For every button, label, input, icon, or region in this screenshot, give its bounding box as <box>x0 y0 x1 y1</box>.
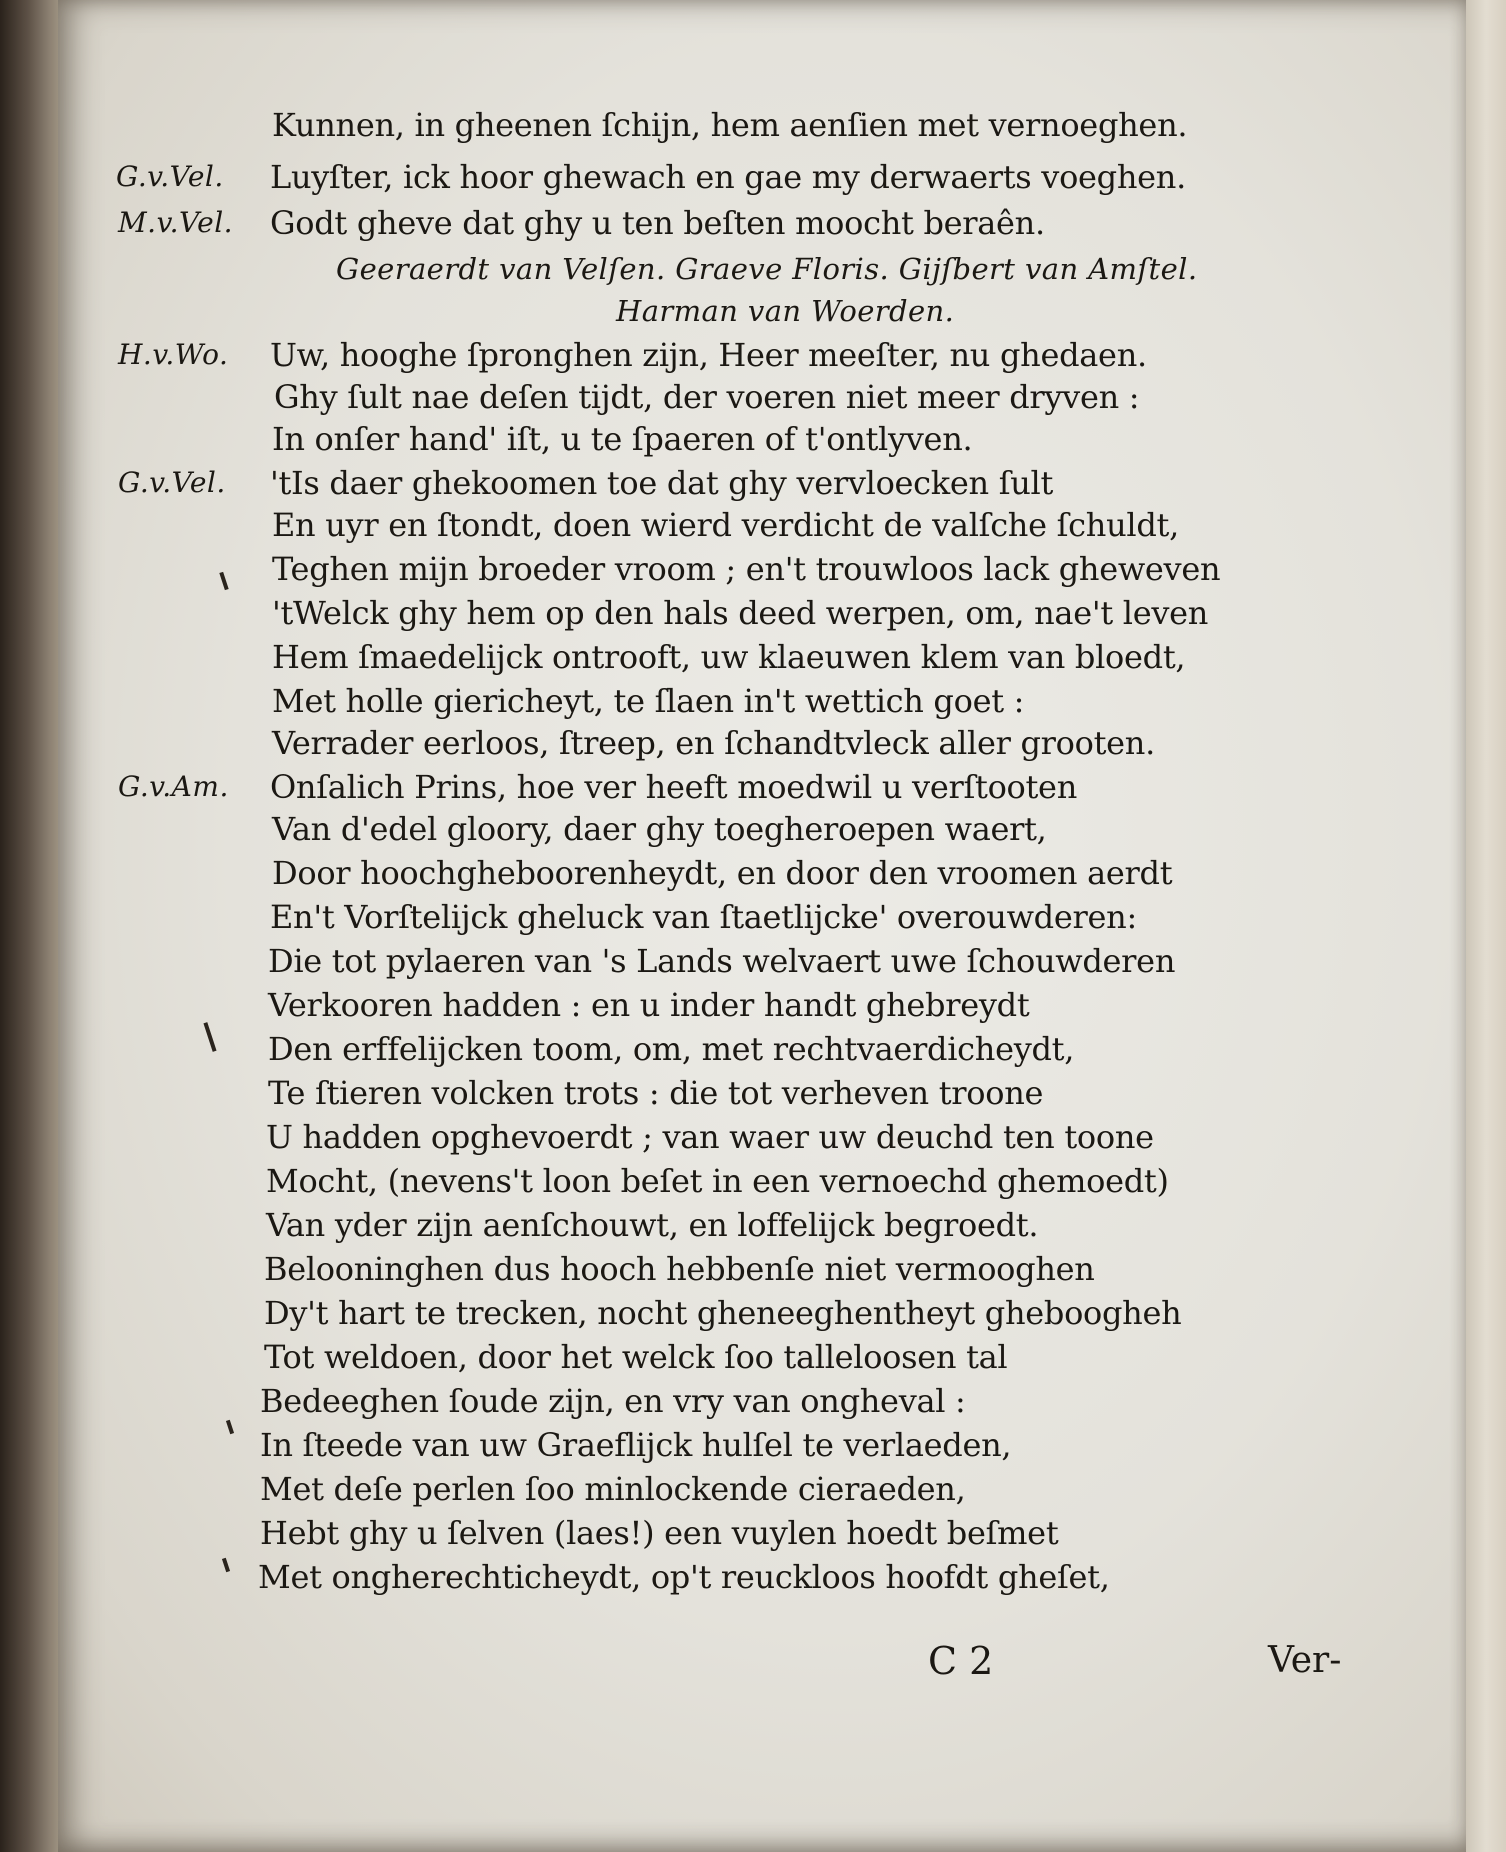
verse-text: U hadden opghevoerdt ; van waer uw deuchd ten toone <box>266 1118 1154 1156</box>
verse-line <box>58 1380 1470 1422</box>
verse-line <box>58 1160 1470 1202</box>
verse-text: Verrader eerloos, ſtreep, en ſchandtvleck aller grooten. <box>272 724 1155 762</box>
verse-line <box>58 722 1470 764</box>
verse-line <box>58 1248 1470 1290</box>
verse-text: Van yder zijn aenſchouwt, en loffelijck begroedt. <box>266 1206 1039 1244</box>
verse-text: En't Vorſtelijck gheluck van ſtaetlijcke' overouwderen: <box>270 898 1137 936</box>
verse-line <box>58 984 1470 1026</box>
verse-text: Onſalich Prins, hoe ver heeft moedwil u verſtooten <box>270 768 1078 806</box>
stage-direction <box>58 248 1470 290</box>
verse-line <box>58 636 1470 678</box>
verse-line <box>58 1072 1470 1114</box>
verse-line <box>58 1336 1470 1378</box>
verse-text: Teghen mijn broeder vroom ; en't trouwloos lack gheweven <box>272 550 1221 588</box>
verse-line <box>58 376 1470 418</box>
verse-line <box>58 1292 1470 1334</box>
verse-text: Kunnen, in gheenen ſchijn, hem aenſien met vernoeghen. <box>272 106 1188 144</box>
catchword: Ver- <box>1268 1640 1342 1681</box>
verse-text: Hem ſmaedelijck ontrooft, uw klaeuwen klem van bloedt, <box>272 638 1186 676</box>
verse-line <box>58 1028 1470 1070</box>
verse-text: Bedeeghen ſoude zijn, en vry van ongheval : <box>260 1382 966 1420</box>
verse-line <box>58 1204 1470 1246</box>
verse-line <box>58 418 1470 460</box>
verse-line <box>58 1556 1470 1598</box>
speaker-label: G.v.Vel. <box>118 466 226 499</box>
verse-text: Te ſtieren volcken trots : die tot verheven troone <box>268 1074 1044 1112</box>
book-gutter <box>0 0 62 1852</box>
book-page <box>58 0 1470 1852</box>
verse-line <box>58 1512 1470 1554</box>
speaker-label: G.v.Vel. <box>116 160 224 193</box>
page-text <box>58 0 1470 1852</box>
verse-line <box>58 896 1470 938</box>
verse-text: Hebt ghy u ſelven (laes!) een vuylen hoedt beſmet <box>260 1514 1059 1552</box>
signature-mark: C 2 <box>928 1639 994 1683</box>
verse-line <box>58 808 1470 850</box>
verse-line <box>58 104 1470 146</box>
verse-text: Die tot pylaeren van 's Lands welvaert uwe ſchouwderen <box>268 942 1176 980</box>
verse-text: In onſer hand' iſt, u te ſpaeren of t'ontlyven. <box>272 420 973 458</box>
verse-line <box>58 334 1470 376</box>
verse-text: Van d'edel gloory, daer ghy toegheroepen waert, <box>272 810 1047 848</box>
verse-text: Mocht, (nevens't loon beſet in een vernoechd ghemoedt) <box>266 1162 1169 1200</box>
verse-line <box>58 1116 1470 1158</box>
verse-text: Uw, hooghe ſpronghen zijn, Heer meeſter, nu ghedaen. <box>270 336 1147 374</box>
verse-text: En uyr en ſtondt, doen wierd verdicht de valſche ſchuldt, <box>272 506 1179 544</box>
verse-text: Tot weldoen, door het welck ſoo talleloosen tal <box>264 1338 1008 1376</box>
verse-text: Dy't hart te trecken, nocht gheneeghentheyt gheboogheh <box>264 1294 1182 1332</box>
verse-text: 'tWelck ghy hem op den hals deed werpen, om, nae't leven <box>272 594 1209 632</box>
verse-line <box>58 940 1470 982</box>
verse-text: Verkooren hadden : en u inder handt ghebreydt <box>268 986 1030 1024</box>
speaker-label: H.v.Wo. <box>118 338 229 371</box>
verse-line <box>58 156 1470 198</box>
stage-direction-text: Harman van Woerden. <box>616 294 955 328</box>
verse-line <box>58 504 1470 546</box>
verse-text: Luyſter, ick hoor ghewach en gae my derwaerts voeghen. <box>270 158 1186 196</box>
verse-text: Met holle giericheyt, te ſlaen in't wettich goet : <box>272 682 1025 720</box>
verse-text: Met ongherechticheydt, op't reuckloos hoofdt gheſet, <box>258 1558 1110 1596</box>
verse-line <box>58 1468 1470 1510</box>
page-edge <box>1466 0 1506 1852</box>
verse-line <box>58 592 1470 634</box>
verse-line <box>58 202 1470 244</box>
stage-direction <box>58 290 1470 332</box>
verse-text: Belooninghen dus hooch hebbenſe niet vermooghen <box>264 1250 1095 1288</box>
speaker-label: M.v.Vel. <box>118 206 234 239</box>
verse-line <box>58 680 1470 722</box>
speaker-label: G.v.Am. <box>118 770 229 803</box>
verse-line <box>58 766 1470 808</box>
verse-text: Ghy ſult nae deſen tijdt, der voeren niet meer dryven : <box>274 378 1140 416</box>
verse-text: Door hoochgheboorenheydt, en door den vroomen aerdt <box>272 854 1173 892</box>
verse-line <box>58 852 1470 894</box>
verse-line <box>58 1424 1470 1466</box>
verse-line <box>58 462 1470 504</box>
verse-line <box>58 548 1470 590</box>
verse-text: Den erffelijcken toom, om, met rechtvaerdicheydt, <box>268 1030 1075 1068</box>
verse-text: Met deſe perlen ſoo minlockende cieraeden, <box>260 1470 966 1508</box>
verse-text: 'tIs daer ghekoomen toe dat ghy vervloecken ſult <box>270 464 1054 502</box>
verse-text: In ſteede van uw Graeflijck hulſel te verlaeden, <box>260 1426 1012 1464</box>
verse-text: Godt gheve dat ghy u ten beſten moocht beraên. <box>270 204 1045 242</box>
stage-direction-text: Geeraerdt van Velſen. Graeve Floris. Gijſbert van Amſtel. <box>336 252 1198 286</box>
